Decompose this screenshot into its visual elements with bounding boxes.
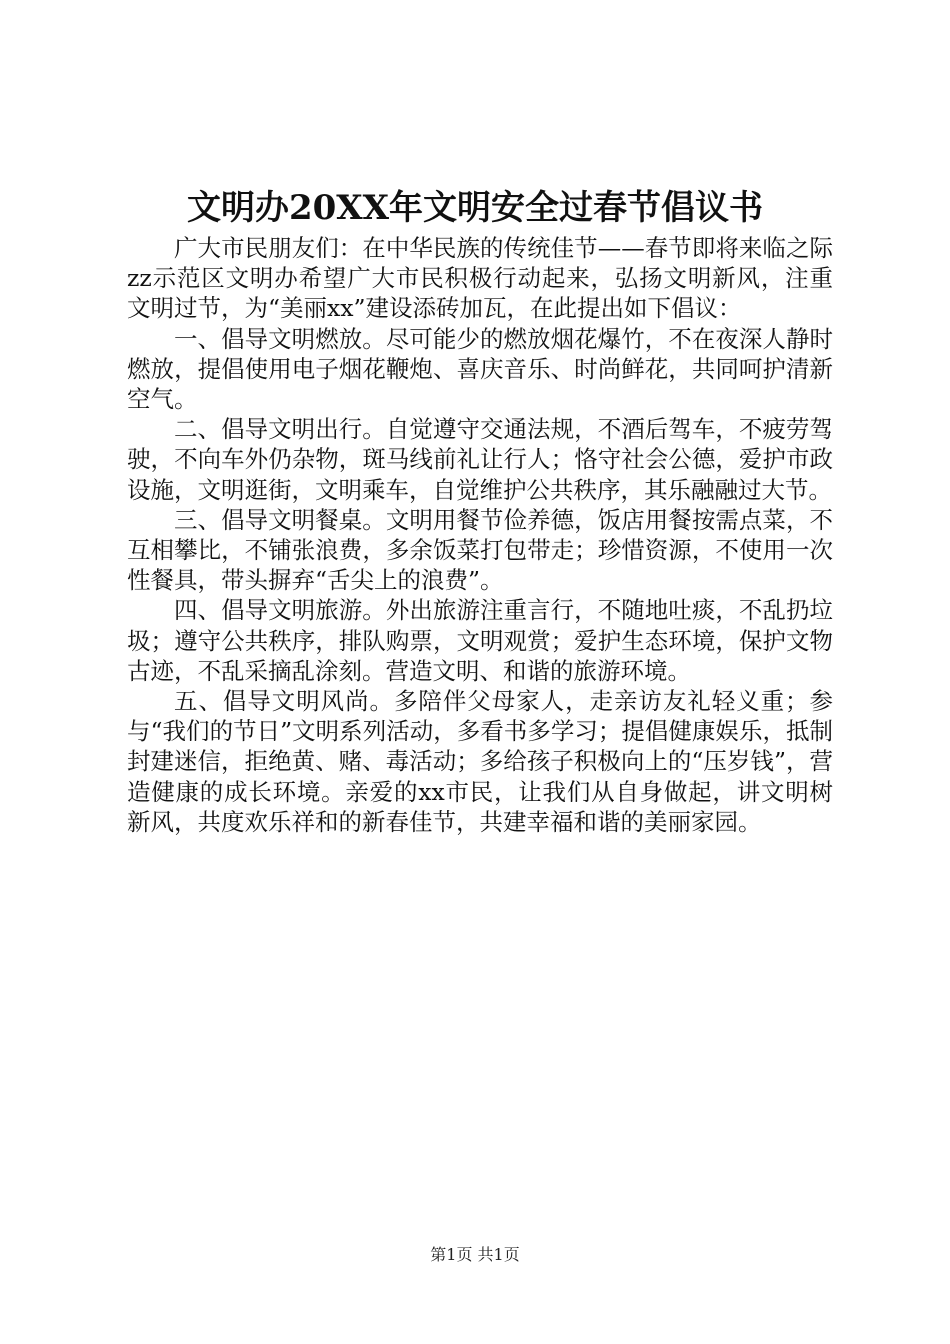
paragraph-fireworks: 一、倡导文明燃放。尽可能少的燃放烟花爆竹，不在夜深人静时燃放，提倡使用电子烟花鞭炮、喜庆音乐、时尚鲜花，共同呵护清新空气。	[127, 324, 833, 414]
paragraph-travel: 二、倡导文明出行。自觉遵守交通法规，不酒后驾车，不疲劳驾驶，不向车外仍杂物，斑马线前礼让行人；恪守社会公德，爱护市政设施，文明逛街，文明乘车，自觉维护公共秩序，其乐融融过大节。	[127, 415, 833, 504]
paragraph-dining: 三、倡导文明餐桌。文明用餐节俭养德，饭店用餐按需点菜，不互相攀比，不铺张浪费，多余饭菜打包带走；珍惜资源，不使用一次性餐具，带头摒弃“舌尖上的浪费”。	[127, 505, 833, 595]
paragraph-customs: 五、倡导文明风尚。多陪伴父母家人，走亲访友礼轻义重；参与“我们的节日”文明系列活动，多看书多学习；提倡健康娱乐，抵制封建迷信，拒绝黄、赌、毒活动；多给孩子积极向上的“压岁钱”，营造健康的成长环境。亲爱的xx市民，让我们从自身做起，讲文明树新风，共度欢乐祥和的新春佳节，共建幸福和谐的美丽家园。	[127, 687, 833, 836]
document-body	[127, 233, 833, 837]
paragraph-tourism: 四、倡导文明旅游。外出旅游注重言行，不随地吐痰，不乱扔垃圾；遵守公共秩序，排队购票，文明观赏；爱护生态环境，保护文物古迹，不乱采摘乱涂刻。营造文明、和谐的旅游环境。	[127, 596, 833, 685]
page-footer: 第1页 共1页	[430, 1245, 520, 1264]
paragraph-intro: 广大市民朋友们：在中华民族的传统佳节——春节即将来临之际zz示范区文明办希望广大市民积极行动起来，弘扬文明新风，注重文明过节，为“美丽xx”建设添砖加瓦，在此提出如下倡议：	[127, 234, 833, 323]
document-title: 文明办20XX年文明安全过春节倡议书	[186, 188, 764, 228]
